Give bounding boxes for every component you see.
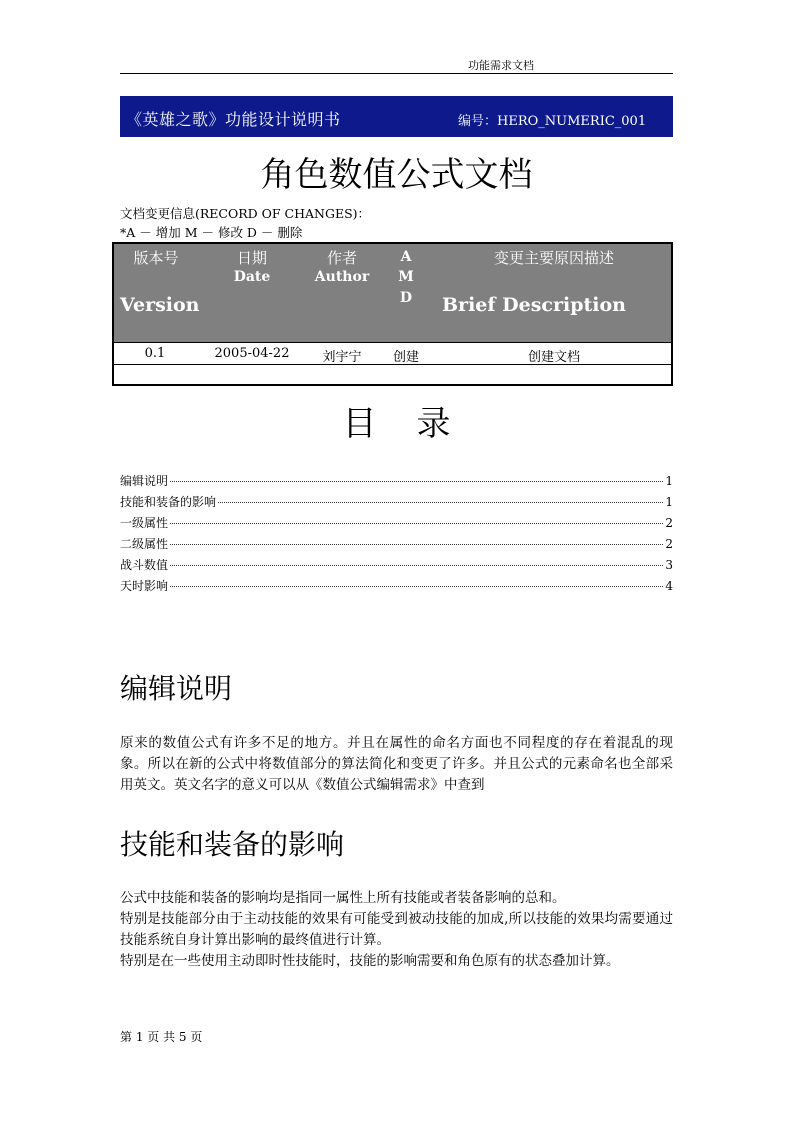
header-rule [120, 73, 673, 74]
toc-entry-page: 1 [665, 495, 673, 509]
skill-paragraph-3: 特别是在一些使用主动即时性技能时，技能的影响需要和角色原有的状态叠加计算。 [120, 953, 620, 969]
toc-entry-title: 天时影响 [120, 579, 169, 593]
toc-entry-title: 一级属性 [120, 516, 169, 530]
toc-entry-page: 1 [665, 474, 673, 488]
toc-title: 目录 [342, 404, 491, 444]
row-date: 2005-04-22 [214, 346, 290, 361]
header-version-en: Version [120, 294, 200, 316]
running-header: 功能需求文档 [468, 59, 534, 72]
toc-entry[interactable] [120, 556, 673, 577]
toc-entry[interactable] [120, 493, 673, 514]
header-amd-a: A [400, 249, 412, 265]
toc-entry-title: 二级属性 [120, 537, 169, 551]
title-banner [120, 96, 673, 137]
toc-entry-title: 编辑说明 [120, 474, 169, 488]
table-of-contents [120, 472, 673, 598]
toc-leader [170, 586, 663, 587]
change-record-table [112, 242, 673, 386]
toc-entry-page: 4 [665, 579, 673, 593]
table-header [114, 244, 671, 343]
row-version: 0.1 [144, 346, 166, 361]
header-author-en: Author [314, 269, 370, 285]
row-amd: 创建 [392, 350, 419, 365]
toc-entry[interactable] [120, 472, 673, 493]
toc-leader [170, 523, 663, 524]
skill-paragraph-2: 特别是技能部分由于主动技能的效果有可能受到被动技能的加成,所以技能的效果均需要通过技能系统自身计算出影响的最终值进行计算。 [120, 911, 673, 948]
toc-leader [218, 502, 663, 503]
table-row [114, 343, 671, 365]
changes-label: 文档变更信息(RECORD OF CHANGES)： [120, 206, 371, 221]
header-desc-zh: 变更主要原因描述 [493, 249, 614, 267]
toc-entry[interactable] [120, 514, 673, 535]
toc-entry-page: 3 [665, 558, 673, 572]
banner-title: 《英雄之歌》功能设计说明书 [126, 110, 341, 129]
header-amd-m: M [398, 269, 414, 285]
section-heading-skill: 技能和装备的影响 [120, 828, 345, 861]
toc-entry[interactable] [120, 535, 673, 556]
document-title: 角色数值公式文档 [260, 155, 533, 195]
header-date-en: Date [233, 269, 271, 285]
toc-entry-page: 2 [665, 516, 673, 530]
header-desc-en: Brief Description [442, 294, 626, 316]
table-row-empty [114, 365, 671, 384]
document-number: 编号：HERO_NUMERIC_001 [458, 114, 647, 129]
toc-entry[interactable] [120, 577, 673, 598]
header-date-zh: 日期 [236, 249, 267, 267]
section-body-edit: 原来的数值公式有许多不足的地方。并且在属性的命名方面也不同程度的存在着混乱的现象。所以在新的公式中将数值部分的算法简化和变更了许多。并且公式的元素命名也全部采用英文。英文名字的意义可以从《数值公式编辑需求》中查到 [120, 735, 673, 793]
toc-leader [170, 481, 663, 482]
toc-leader [170, 544, 663, 545]
section-heading-edit: 编辑说明 [120, 672, 233, 705]
toc-entry-title: 技能和装备的影响 [120, 495, 217, 509]
row-author: 刘宇宁 [322, 350, 362, 365]
header-author-zh: 作者 [326, 249, 357, 267]
row-desc: 创建文档 [527, 350, 580, 365]
page-footer: 第 1 页 共 5 页 [120, 1030, 203, 1044]
change-legend: *A － 增加 M － 修改 D － 删除 [120, 225, 303, 240]
skill-paragraph-1: 公式中技能和装备的影响均是指同一属性上所有技能或者装备影响的总和。 [120, 890, 566, 906]
toc-entry-title: 战斗数值 [120, 558, 169, 572]
toc-leader [170, 565, 663, 566]
header-version-zh: 版本号 [133, 249, 179, 267]
toc-entry-page: 2 [665, 537, 673, 551]
header-amd-d: D [399, 290, 413, 306]
